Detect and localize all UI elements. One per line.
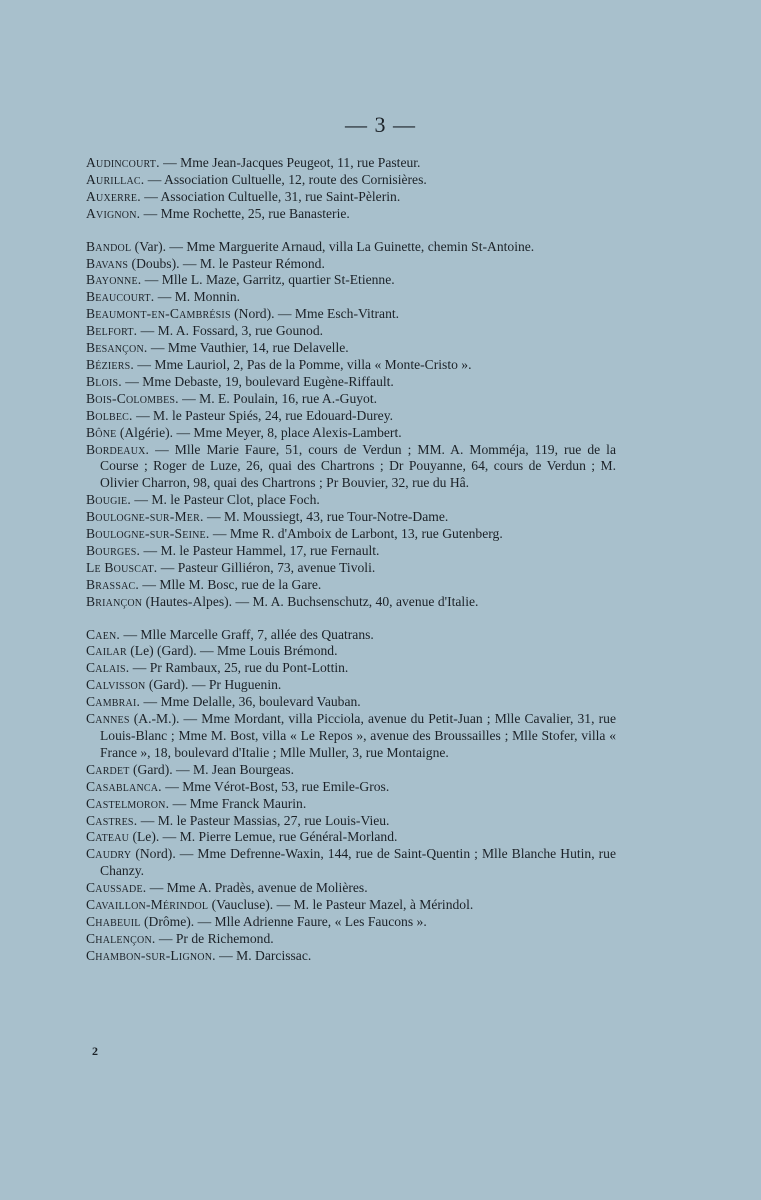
list-item [86,206,616,223]
town-name: Calvisson [86,677,146,693]
entry-text: (Vaucluse). — M. le Pasteur Mazel, à Mérindol. [211,897,474,913]
town-name: Briançon [86,593,143,609]
list-item [86,813,616,830]
entry-text: (Drôme). — Mlle Adrienne Faure, « Les Faucons ». [143,913,427,929]
entry-text: — Mlle L. Maze, Garritz, quartier St-Etienne. [144,272,395,288]
list-item [86,391,616,408]
town-name: Beaucourt. [86,289,155,305]
list-item [86,762,616,779]
entry-text: (Gard). — M. Jean Bourgeas. [133,761,294,777]
entry-text: — Mme Jean-Jacques Peugeot, 11, rue Pasteur. [163,155,421,170]
town-name: Audincourt. [86,155,160,170]
entry-text: — Pr de Richemond. [158,930,274,946]
list-item [86,914,616,931]
town-name: Aurillac. [86,171,145,187]
signature-mark: 2 [92,1044,98,1058]
entry-text: — M. A. Fossard, 3, rue Gounod. [140,323,324,339]
town-name: Bougie. [86,492,131,508]
list-item [86,594,616,611]
town-name: Castelmoron. [86,795,170,811]
list-item [86,643,616,660]
list-item [86,694,616,711]
town-name: Chabeuil [86,913,141,929]
town-name: Avignon. [86,205,141,221]
list-item [86,306,616,323]
list-item [86,677,616,694]
town-name: Cannes [86,711,130,727]
town-name: Cateau [86,829,130,845]
entry-text: — Mme Rochette, 25, rue Banasterie. [143,205,350,221]
list-item [86,425,616,442]
entry-text: (Le). — M. Pierre Lemue, rue Général-Morland. [132,829,398,845]
list-item [86,172,616,189]
list-item [86,660,616,677]
town-name: Le Bouscat. [86,559,158,575]
entry-text: — M. Moussiegt, 43, rue Tour-Notre-Dame. [206,509,449,525]
list-item [86,948,616,965]
entry-text: — M. Darcissac. [219,947,312,963]
entry-text: — M. le Pasteur Massias, 27, rue Louis-Vieu. [140,812,390,828]
list-item [86,526,616,543]
list-item [86,374,616,391]
town-name: Auxerre. [86,188,141,204]
town-name: Blois. [86,373,122,389]
entry-text: — Mme A. Pradès, avenue de Molières. [149,880,368,896]
list-item [86,408,616,425]
list-item [86,897,616,914]
entry-text: — Mme Franck Maurin. [172,795,307,811]
town-name: Bayonne. [86,272,142,288]
entry-text: — Mme Debaste, 19, boulevard Eugène-Riffault. [125,373,394,389]
entry-text: — Mme Vérot-Bost, 53, rue Emile-Gros. [165,778,390,794]
town-name: Bavans [86,255,129,271]
list-item [86,829,616,846]
list-item [86,492,616,509]
town-name: Bois-Colombes. [86,390,179,406]
list-item [86,931,616,948]
town-name: Boulogne-sur-Mer. [86,509,204,525]
entry-text: — M. le Pasteur Spiés, 24, rue Edouard-Durey. [136,407,394,423]
town-name: Bourges. [86,542,141,558]
town-name: Béziers. [86,356,134,372]
town-name: Chambon-sur-Lignon. [86,947,216,963]
list-item [86,846,616,880]
entry-text: — Mme Delalle, 36, boulevard Vauban. [143,694,361,710]
town-name: Besançon. [86,340,148,356]
entry-text: — Mme R. d'Amboix de Larbont, 13, rue Gutenberg. [212,526,503,542]
town-name: Caen. [86,626,121,642]
town-name: Chalençon. [86,930,156,946]
entry-text: (Gard). — Pr Huguenin. [148,677,282,693]
town-name: Bône [86,424,117,440]
town-name: Cambrai. [86,694,141,710]
list-item [86,509,616,526]
list-item [86,779,616,796]
entry-text: — Association Cultuelle, 12, route des Cornisières. [147,171,427,187]
entries-list [86,155,616,965]
entry-text: (A.-M.). — Mme Mordant, villa Picciola, avenue du Petit-Juan ; Mlle Cavalier, 31, rue Louis-Blanc ; Mme M. Bost, villa « Le Repos », avenue des Broussailles ; Mlle Stofer, villa « France », 18, boulevard d'Italie ; Mlle Muller, 3, rue Montaigne. [100,711,616,760]
page-number: — 3 — [345,112,416,137]
list-item [86,239,616,256]
entry-group [86,155,616,223]
entry-text: — M. le Pasteur Hammel, 17, rue Fernault. [143,542,380,558]
list-item [86,796,616,813]
town-name: Cavaillon-Mérindol [86,897,209,913]
entry-text: — M. le Pasteur Clot, place Foch. [134,492,320,508]
list-item [86,442,616,493]
entry-text: (Algérie). — Mme Meyer, 8, place Alexis-Lambert. [119,424,402,440]
town-name: Castres. [86,812,138,828]
list-item [86,543,616,560]
entry-group [86,239,616,611]
town-name: Brassac. [86,576,139,592]
list-item [86,155,616,172]
list-item [86,357,616,374]
town-name: Bordeaux. [86,441,150,457]
town-name: Casablanca. [86,778,162,794]
entry-text: — Mlle M. Bosc, rue de la Gare. [142,576,322,592]
town-name: Boulogne-sur-Seine. [86,526,210,542]
entry-text: — Mme Lauriol, 2, Pas de la Pomme, villa « Monte-Cristo ». [137,356,472,372]
entry-text: — Pr Rambaux, 25, rue du Pont-Lottin. [132,660,349,676]
list-item [86,577,616,594]
list-item [86,340,616,357]
list-item [86,256,616,273]
entry-text: (Var). — Mme Marguerite Arnaud, villa La Guinette, chemin St-Antoine. [134,238,535,254]
town-name: Cardet [86,761,130,777]
list-item [86,711,616,762]
town-name: Beaumont-en-Cambrésis [86,306,231,322]
entry-text: — Mlle Marcelle Graff, 7, allée des Quatrans. [123,626,374,642]
entry-text: (Doubs). — M. le Pasteur Rémond. [131,255,325,271]
town-name: Caudry [86,846,132,862]
town-name: Caussade. [86,880,147,896]
town-name: Belfort. [86,323,138,339]
entry-text: — M. Monnin. [157,289,241,305]
list-item [86,627,616,644]
entry-text: (Nord). — Mme Esch-Vitrant. [234,306,400,322]
list-item [86,272,616,289]
town-name: Bandol [86,238,132,254]
entry-text: — Association Cultuelle, 31, rue Saint-Pèlerin. [144,188,401,204]
entry-text: (Nord). — Mme Defrenne-Waxin, 144, rue de Saint-Quentin ; Mlle Blanche Hutin, rue Chanzy. [100,846,617,879]
entry-text: — Mme Vauthier, 14, rue Delavelle. [150,340,349,356]
list-item [86,323,616,340]
list-item [86,289,616,306]
list-item [86,880,616,897]
town-name: Bolbec. [86,407,133,423]
entry-text: (Le) (Gard). — Mme Louis Brémond. [130,643,338,659]
entry-text: (Hautes-Alpes). — M. A. Buchsenschutz, 40, avenue d'Italie. [145,593,479,609]
entry-text: — M. E. Poulain, 16, rue A.-Guyot. [182,390,378,406]
town-name: Cailar [86,643,127,659]
entry-text: — Pasteur Gilliéron, 73, avenue Tivoli. [160,559,376,575]
list-item [86,189,616,206]
list-item [86,560,616,577]
entry-group [86,627,616,965]
entry-text: — Mlle Marie Faure, 51, cours de Verdun ; MM. A. Momméja, 119, rue de la Course ; Roger de Luze, 26, quai des Chartrons ; Dr Pouyanne, 64, cours de Verdun ; M. Olivier Charron, 98, quai des Chartrons ; Pr Bouvier, 32, rue du Hâ. [100,441,616,491]
town-name: Calais. [86,660,130,676]
